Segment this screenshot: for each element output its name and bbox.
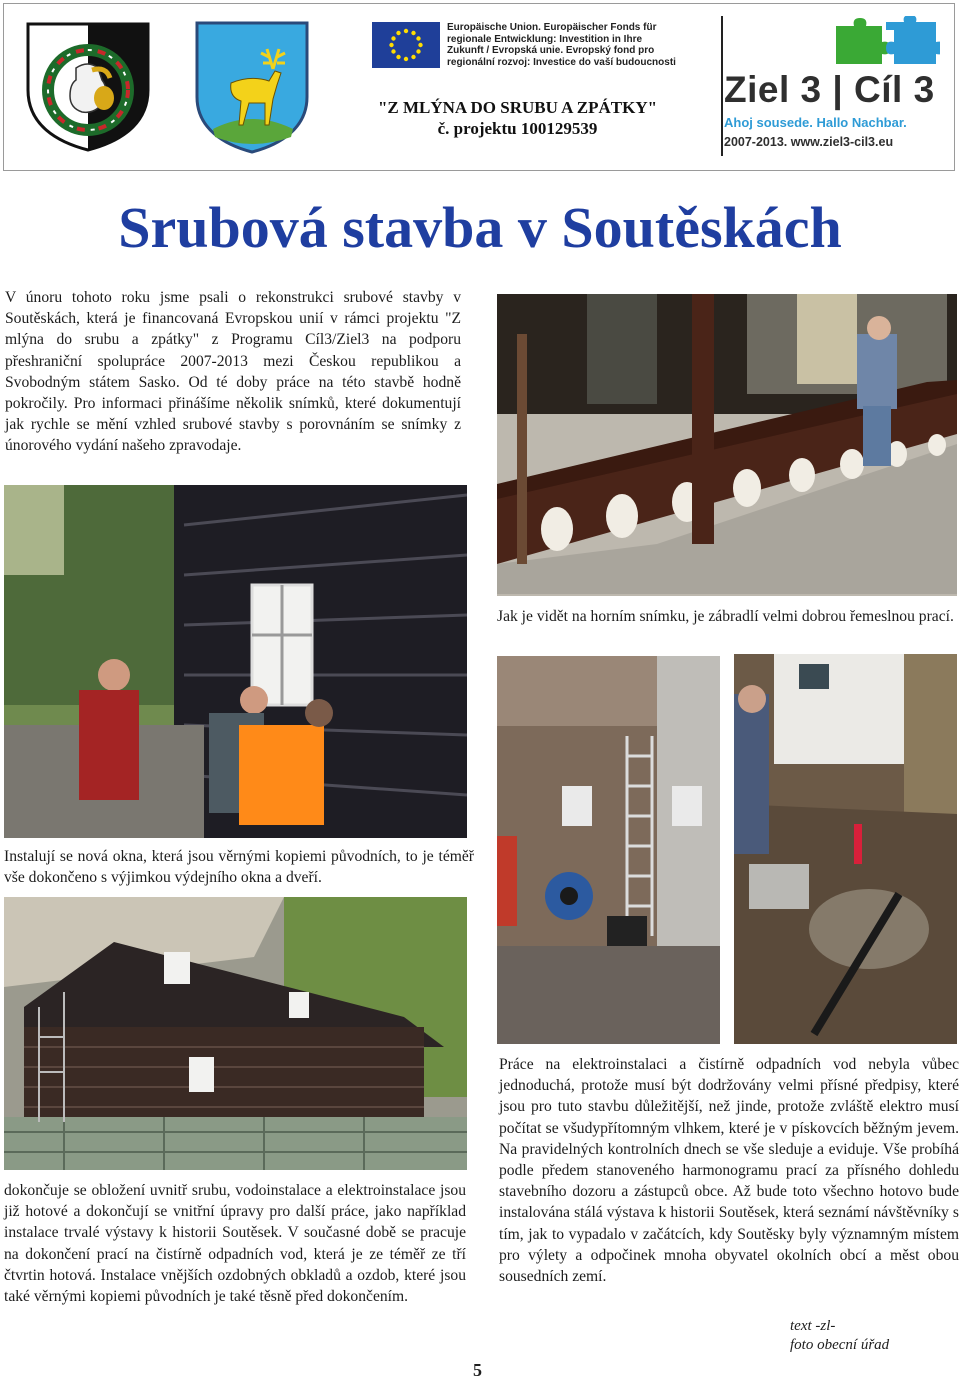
photo-log-house (4, 897, 467, 1170)
intro-paragraph: V únoru tohoto roku jsme psali o rekonstrukci srubové stavby v Soutěskách, která je financovaná Evropskou unií v rámci projektu "Z mlýna do srubu a zpátky" z Programu Cíl3/Ziel3 na podporu přeshraniční spolupráce 2007-2013 mezi Českou republikou a Svobodným státem Sasko. Od té doby práce na této stavbě hodně pokročily. Pro informaci přinášíme několik snímků, které dokumentují jak rychle se mění vzhled srubové stavby s porovnáním se snímky z únorového vydání našeho zpravodaje. (5, 289, 461, 455)
body-text-right: Práce na elektroinstalaci a čistírně odpadních vod nebyla vůbec jednoduchá, protože musí být dodržovány velmi přísné předpisy, které jsou pro tuto stavbu důležitější, než jinde, protože zvláště elektro musí počítat se všudypřítomným vlhkem, které je v pískovcích běžným jevem. Na pravidelných kontrolních dnech se vše sleduje a eviduje. Vše probíhá podle předem stanoveného harmonogramu prací za přísného dohledu stavebního dozoru a zástupců obce. Až bude toto všechno hotovo bude instalována stálá výstava k historii Soutěsek, která seznámí návštěvníky s tím, jak to vypadalo v začátcích, kdy Soutěsky byly významným místem pro výlety a odpočinek mnoha obyvatel okolních obcí a měst obou sousedních zemí. (499, 1056, 959, 1286)
photo-electrical-installation (497, 656, 720, 1044)
eu-flag-icon (372, 22, 440, 68)
body-text-left: dokončuje se obložení uvnitř srubu, vodoinstalace a elektroinstalace jsou již hotové a dokončují se vnitřní úpravy pro další práce, jako například instalace trvalé výstavy k historii Soutěsek. V současné době se pracuje na dokončení prací na čistírně odpadních vod, která je ze téměř ze tří čtvrtin hotová. Instalace vnějších ozdobných obkladů a ozdob, které jsou také věrnými kopiemi původních je také těsně před dokončením. (4, 1182, 466, 1306)
ziel3-years-url: 2007-2013. www.ziel3-cil3.eu (724, 135, 894, 149)
municipal-coat-of-arms-1 (24, 20, 152, 152)
project-number: č. projektu 100129539 (437, 119, 598, 138)
project-name: "Z MLÝNA DO SRUBU A ZPÁTKY" (377, 98, 658, 117)
text-credit: text -zl- (790, 1318, 836, 1334)
photo-sewage-treatment (734, 654, 957, 1044)
eu-funding-text (447, 22, 677, 68)
photo-credit: foto obecní úřad (790, 1337, 890, 1353)
eu-text-line: Zukunft / Evropská unie. Evropský fond pro (447, 45, 655, 56)
ziel3-logo-text: Ziel 3 | Cíl 3 (724, 69, 935, 110)
caption-railing: Jak je vidět na horním snímku, je zábradlí velmi dobrou řemeslnou prací. (497, 608, 954, 625)
eu-text-line: Europäische Union. Europäischer Fonds für (447, 22, 657, 33)
ziel3-puzzle-logo-icon (832, 16, 940, 66)
photo-window-installation (4, 485, 467, 838)
eu-text-line: regionale Entwicklung: Investition in Ihre (447, 33, 643, 45)
eu-text-line: regionální rozvoj: Investice do vaší budoucnosti (447, 56, 676, 68)
caption-windows: Instalují se nová okna, která jsou věrnými kopiemi původních, to je téměř vše dokončeno s výjimkou výdejního okna a dveří. (4, 848, 474, 887)
ziel3-slogan: Ahoj sousede. Hallo Nachbar. (724, 115, 907, 130)
page-number: 5 (473, 1360, 482, 1380)
municipal-coat-of-arms-2 (193, 19, 311, 155)
header-divider (721, 16, 723, 156)
photo-railing (497, 294, 957, 596)
article-headline: Srubová stavba v Soutěskách (118, 195, 842, 260)
project-title (345, 97, 690, 139)
